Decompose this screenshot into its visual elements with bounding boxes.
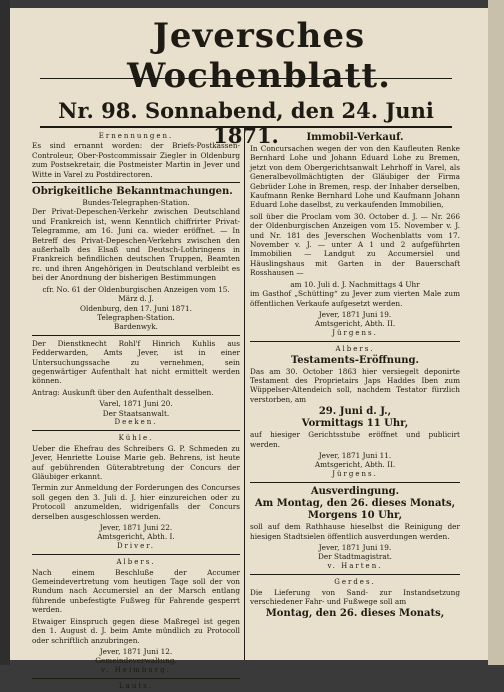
dienst-office: Der Staatsanwalt. bbox=[102, 408, 170, 418]
g-text: Die Lieferung von Sand- zur Instandsetzung verschiedener Fahr- und Fußwege soll am bbox=[250, 587, 460, 607]
divider bbox=[250, 482, 460, 483]
obrig-station: Telegraphen-Station. bbox=[97, 312, 175, 322]
a-place: Jever, 1871 Juni 19. bbox=[318, 543, 392, 552]
k1-office: Amtsgericht, Abth. I. bbox=[97, 532, 175, 542]
left-column bbox=[32, 132, 240, 691]
divider bbox=[32, 335, 240, 336]
obrig-ref: cfr. No. 61 der Oldenburgischen Anzeigen vom 15. März d. J. bbox=[42, 284, 230, 304]
column-divider bbox=[244, 132, 245, 660]
t-signature: Albers. bbox=[335, 345, 375, 354]
t-text2: auf hiesiger Gerichtsstube eröffnet und publicirt werden. bbox=[250, 430, 460, 449]
newspaper-page bbox=[10, 8, 488, 691]
obrig-sub: Bundes-Telegraphen-Station. bbox=[82, 198, 190, 208]
immo-office: Amtsgericht, Abth. II. bbox=[314, 319, 396, 329]
g-signature: Gerdes. bbox=[334, 578, 376, 587]
k3-signature: Lauts. bbox=[119, 682, 153, 691]
t-sign: Jürgens. bbox=[332, 469, 378, 478]
right-column bbox=[250, 132, 460, 660]
t-time: Vormittags 11 Uhr, bbox=[301, 418, 409, 430]
obrig-text: Der Privat-Depeschen-Verkehr zwischen Deutschland und Frankreich ist, wenn Kenntlich chiffrirter Privat-Telegramme, am 16. Juni ca. wieder eröffnet. — In Betreff des Privat-Depeschen-Verkehrs zwischen den außerhalb des Elsaß und Deutsch-Lothringens in Frankreich befindlichen deutschen Truppen, Beamten rc. und ihren Angehörigen in Deutschland verbleibt es bei der Anordnung der bisherigen Bestimmungen bbox=[32, 207, 240, 283]
divider bbox=[250, 574, 460, 575]
dienst-sign: Deeken. bbox=[114, 417, 158, 426]
ernennungen-heading: Ernennungen. bbox=[98, 132, 174, 140]
k2-date: Jever, 1871 Juni 12. bbox=[99, 646, 173, 656]
a-text: soll auf dem Rathhause hieselbst die Reinigung der hiesigen Stadtsielen öffentlich ausverdungen werden. bbox=[250, 522, 460, 541]
k1-date: Jever, 1871 Juni 22. bbox=[99, 523, 173, 533]
g-date: Montag, den 26. dieses Monats, bbox=[265, 608, 445, 620]
t-text: Das am 30. October 1863 hier versiegelt deponirte Testament des Proprietairs Japs Haddes Iben zum Wüppelser-Altendeich soll, nachdem Testator fürzlich verstorben, am bbox=[250, 366, 460, 404]
divider bbox=[250, 341, 460, 342]
immo-place: Jever, 1871 Juni 19. bbox=[318, 309, 392, 319]
immo-sign: Jürgens. bbox=[332, 328, 378, 337]
k2-office: Gemeindeverwaltung. bbox=[95, 656, 177, 666]
dienst-ask: Antrag: Auskunft über den Aufenthalt desselben. bbox=[32, 387, 214, 397]
t-office: Amtsgericht, Abth. II. bbox=[314, 460, 396, 470]
a-office: Der Stadtmagistrat. bbox=[318, 552, 392, 562]
a-heading: Ausverdingung. bbox=[310, 486, 400, 498]
dienst-text: Der Dienstknecht Rohl'f Hinrich Kuhlis aus Fedderwarden, Amts Jever, ist in einer Untersuchungssache zu vernehmen, sein gegenwärtiger Aufenthalt hat nicht ermittelt werden können. bbox=[32, 338, 240, 386]
obrig-date: Oldenburg, den 17. Juni 1871. bbox=[80, 303, 192, 313]
masthead-rule bbox=[40, 78, 452, 79]
a-date: Am Montag, den 26. dieses Monats, bbox=[254, 498, 456, 510]
k1-text2: Termin zur Anmeldung der Forderungen des Concurses soll gegen den 3. Juli d. J. hier einzureichen oder zu Protocoll anzumelden, widrigenfalls der Concurs derselben ausgeschlossen werden. bbox=[32, 483, 240, 521]
immo-heading: Immobil-Verkauf. bbox=[306, 132, 404, 143]
issue-line: Nr. 98. Sonnabend, den 24. Juni 1871. bbox=[58, 98, 434, 148]
immo-text2: soll über die Proclam vom 30. October d. J. — Nr. 266 der Oldenburgischen Anzeigen vom 15. November v. J. und Nr. 181 des Jeverschen Wochenblatts vom 17. November v. J. — unter A 1 und 2 aufgeführten Immobilien — Landgut zu Accumersiel und Häuslingshaus mit Garten in der Bauerschaft Rosshausen — bbox=[250, 211, 460, 278]
ernennungen-text: Es sind ernannt worden: der Briefs-Postkassen-Controleur, Ober-Postcommissair Ziegler in Oldenburg zum Postsekretair, die Postmeister Martin in Jever und Witte in Varel zu Postdirectoren. bbox=[32, 141, 240, 179]
k2-signature: Albers. bbox=[116, 558, 156, 567]
scan-right-edge bbox=[488, 0, 504, 665]
divider bbox=[32, 182, 240, 183]
obrig-sign: Bardenwyk. bbox=[114, 322, 158, 332]
t-date: 29. Juni d. J., bbox=[318, 406, 392, 418]
t-place: Jever, 1871 Juni 11. bbox=[318, 450, 392, 460]
k1-sign: Driver. bbox=[116, 541, 156, 550]
k2-text: Nach einem Beschluße der Accumer Gemeindevertretung vom heutigen Tage soll der von Rundum nach Accumersiel an der Marsch entlang führende unbefestigte Fußweg für Fahrende gesperrt werden. bbox=[32, 567, 240, 615]
masthead-title: Jeversches Wochenblatt. bbox=[127, 16, 391, 96]
k2-sign: v. Heimburg. bbox=[101, 665, 171, 674]
k1-signature: Kühle. bbox=[118, 434, 154, 443]
divider bbox=[32, 678, 240, 679]
k2-text2: Etwaiger Einspruch gegen diese Maßregel ist gegen den 1. August d. J. beim Amte mündlich zu Protocoll oder schriftlich anzubringen. bbox=[32, 616, 240, 645]
divider bbox=[32, 430, 240, 431]
t-heading: Testaments-Eröffnung. bbox=[290, 354, 420, 366]
immo-text3: im Gasthof „Schütting“ zu Jever zum vierten Male zum öffentlichen Verkaufe aufgesetzt werden. bbox=[250, 289, 460, 308]
a-sign: v. Harten. bbox=[327, 561, 383, 570]
immo-date: am 10. Juli d. J. Nachmittags 4 Uhr bbox=[290, 279, 420, 289]
issue-rule bbox=[40, 126, 452, 128]
obrig-heading: Obrigkeitliche Bekanntmachungen. bbox=[32, 186, 233, 198]
scan-left-edge bbox=[0, 0, 10, 665]
a-time: Morgens 10 Uhr, bbox=[307, 510, 403, 522]
k1-text: Ueber die Ehefrau des Schreibers G. P. Schmeden zu Jever, Henriette Louise Marie geb. Behrens, ist heute auf gebührenden Güterabtretung der Concurs der Gläubiger erkannt. bbox=[32, 443, 240, 481]
divider bbox=[32, 554, 240, 555]
dienst-date: Varel, 1871 Juni 20. bbox=[99, 399, 173, 409]
immo-text: In Concursachen wegen der von den Kaufleuten Renke Bernhard Lohe und Johann Eduard Lohe zu Bremen, jetzt von dem Obergerichtsanwalt Lehrhoff in Varel, als Generalbevollmächtigten der Gläubiger der Firma Gebrüder Lohe in Bremen, resp. der Inhaber derselben, Kaufmann Renke Bernhard Lohe und Kaufmann Johann Eduard Lohe daselbst, zu verkaufenden Immobilien, bbox=[250, 144, 460, 210]
